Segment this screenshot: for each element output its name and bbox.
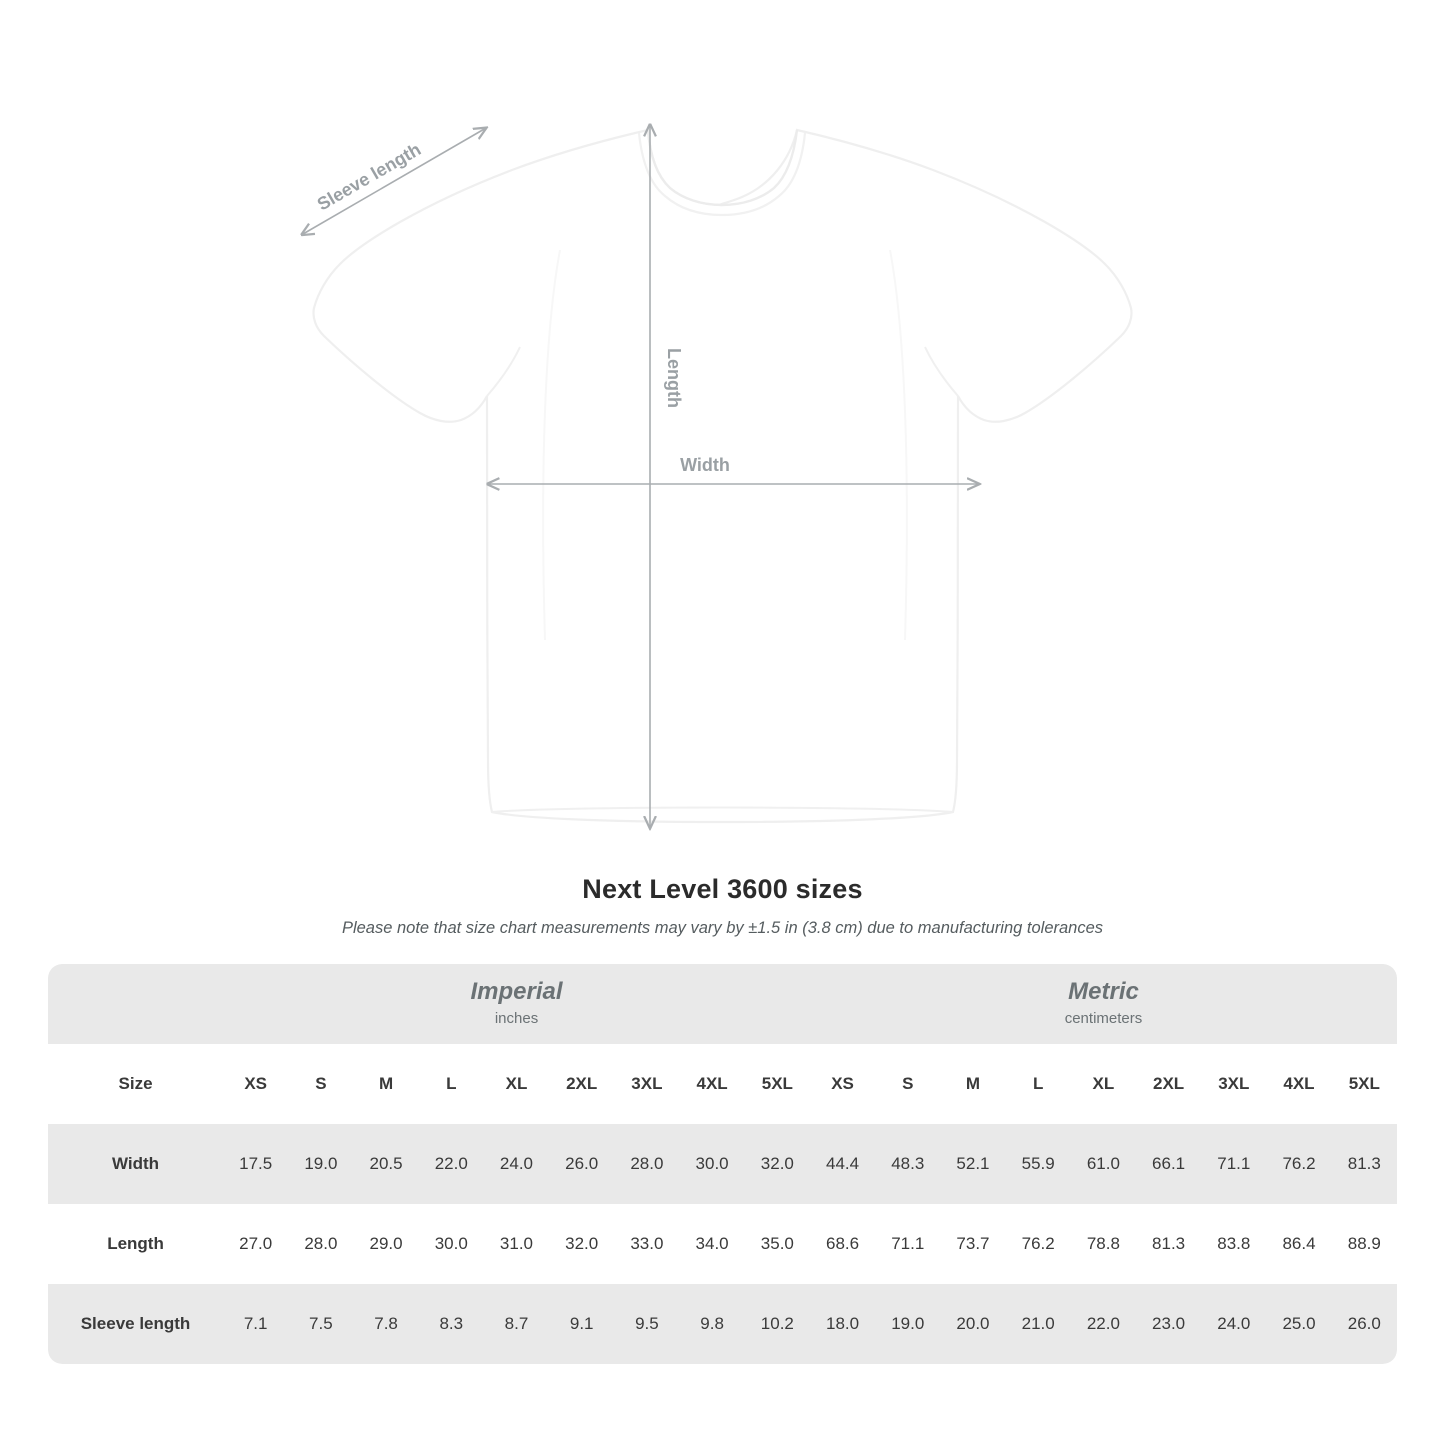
cell-length-metric-l: 76.2 [1006,1204,1071,1284]
cell-sleeve-metric-3xl: 24.0 [1201,1284,1266,1364]
table-row-length [48,1204,1397,1284]
cell-width-metric-2xl: 66.1 [1136,1124,1201,1204]
cell-length-imperial-3xl: 33.0 [614,1204,679,1284]
cell-length-metric-m: 73.7 [940,1204,1005,1284]
size-header-metric-l: L [1006,1044,1071,1124]
cell-sleeve-metric-2xl: 23.0 [1136,1284,1201,1364]
cell-length-metric-xl: 78.8 [1071,1204,1136,1284]
size-header-metric-5xl: 5XL [1332,1044,1397,1124]
size-header-row [48,1044,1397,1124]
size-header-metric-2xl: 2XL [1136,1044,1201,1124]
cell-length-imperial-5xl: 35.0 [745,1204,810,1284]
cell-sleeve-imperial-5xl: 10.2 [745,1284,810,1364]
page-title: Next Level 3600 sizes [582,874,863,904]
cell-length-metric-3xl: 83.8 [1201,1204,1266,1284]
sleeve-length-label: Sleeve length [313,139,425,215]
size-table [48,964,1397,1364]
cell-width-imperial-s: 19.0 [288,1124,353,1204]
size-header-metric-m: M [940,1044,1005,1124]
cell-length-imperial-4xl: 34.0 [679,1204,744,1284]
unit-group-metric [810,964,1397,1044]
size-header-metric-3xl: 3XL [1201,1044,1266,1124]
unit-header-spacer [48,964,223,1044]
size-header-imperial-s: S [288,1044,353,1124]
size-header-metric-xl: XL [1071,1044,1136,1124]
table-row-width [48,1124,1397,1204]
cell-sleeve-metric-m: 20.0 [940,1284,1005,1364]
cell-length-metric-4xl: 86.4 [1266,1204,1331,1284]
cell-length-metric-2xl: 81.3 [1136,1204,1201,1284]
cell-sleeve-imperial-2xl: 9.1 [549,1284,614,1364]
cell-length-metric-xs: 68.6 [810,1204,875,1284]
size-header-imperial-m: M [353,1044,418,1124]
cell-width-imperial-5xl: 32.0 [745,1124,810,1204]
row-label-sleeve-length: Sleeve length [48,1284,223,1364]
cell-width-metric-5xl: 81.3 [1332,1124,1397,1204]
cell-sleeve-imperial-xl: 8.7 [484,1284,549,1364]
cell-length-metric-5xl: 88.9 [1332,1204,1397,1284]
cell-length-imperial-xs: 27.0 [223,1204,288,1284]
unit-group-metric-title: Metric [1068,978,1139,1005]
cell-length-imperial-s: 28.0 [288,1204,353,1284]
size-header-imperial-xs: XS [223,1044,288,1124]
cell-width-metric-3xl: 71.1 [1201,1124,1266,1204]
cell-sleeve-metric-5xl: 26.0 [1332,1284,1397,1364]
cell-sleeve-metric-s: 19.0 [875,1284,940,1364]
cell-sleeve-imperial-l: 8.3 [419,1284,484,1364]
cell-width-imperial-xs: 17.5 [223,1124,288,1204]
unit-group-imperial-title: Imperial [470,978,563,1005]
unit-header-row [48,964,1397,1044]
size-header-metric-s: S [875,1044,940,1124]
cell-sleeve-metric-4xl: 25.0 [1266,1284,1331,1364]
cell-sleeve-metric-xs: 18.0 [810,1284,875,1364]
cell-length-metric-s: 71.1 [875,1204,940,1284]
cell-sleeve-metric-l: 21.0 [1006,1284,1071,1364]
size-header-metric-xs: XS [810,1044,875,1124]
row-label-width: Width [48,1124,223,1204]
cell-width-imperial-4xl: 30.0 [679,1124,744,1204]
size-table-wrapper [48,964,1397,1364]
cell-length-imperial-2xl: 32.0 [549,1204,614,1284]
size-header-imperial-2xl: 2XL [549,1044,614,1124]
cell-width-imperial-xl: 24.0 [484,1124,549,1204]
cell-width-imperial-2xl: 26.0 [549,1124,614,1204]
tolerance-note: Please note that size chart measurements may vary by ±1.5 in (3.8 cm) due to manufacturing tolerances [341,919,1104,937]
row-label-length: Length [48,1204,223,1284]
cell-length-imperial-l: 30.0 [419,1204,484,1284]
cell-width-metric-xl: 61.0 [1071,1124,1136,1204]
cell-sleeve-imperial-s: 7.5 [288,1284,353,1364]
size-header-imperial-xl: XL [484,1044,549,1124]
cell-sleeve-metric-xl: 22.0 [1071,1284,1136,1364]
cell-width-imperial-l: 22.0 [419,1124,484,1204]
cell-width-imperial-3xl: 28.0 [614,1124,679,1204]
cell-width-metric-s: 48.3 [875,1124,940,1204]
table-row-sleeve-length [48,1284,1397,1364]
cell-width-metric-4xl: 76.2 [1266,1124,1331,1204]
cell-sleeve-imperial-xs: 7.1 [223,1284,288,1364]
size-header-imperial-3xl: 3XL [614,1044,679,1124]
cell-width-imperial-m: 20.5 [353,1124,418,1204]
cell-width-metric-m: 52.1 [940,1124,1005,1204]
cell-width-metric-l: 55.9 [1006,1124,1071,1204]
width-label: Width [680,455,730,475]
unit-group-metric-subtitle: centimeters [1064,1010,1143,1027]
tshirt-shape [313,130,1131,822]
size-header-imperial-l: L [419,1044,484,1124]
unit-group-imperial [223,964,810,1044]
size-header-label: Size [48,1044,223,1124]
cell-width-metric-xs: 44.4 [810,1124,875,1204]
cell-sleeve-imperial-m: 7.8 [353,1284,418,1364]
size-header-imperial-5xl: 5XL [745,1044,810,1124]
unit-group-imperial-subtitle: inches [494,1010,539,1027]
size-header-imperial-4xl: 4XL [679,1044,744,1124]
size-header-metric-4xl: 4XL [1266,1044,1331,1124]
length-label: Length [664,348,684,408]
cell-length-imperial-m: 29.0 [353,1204,418,1284]
cell-sleeve-imperial-3xl: 9.5 [614,1284,679,1364]
cell-length-imperial-xl: 31.0 [484,1204,549,1284]
cell-sleeve-imperial-4xl: 9.8 [679,1284,744,1364]
